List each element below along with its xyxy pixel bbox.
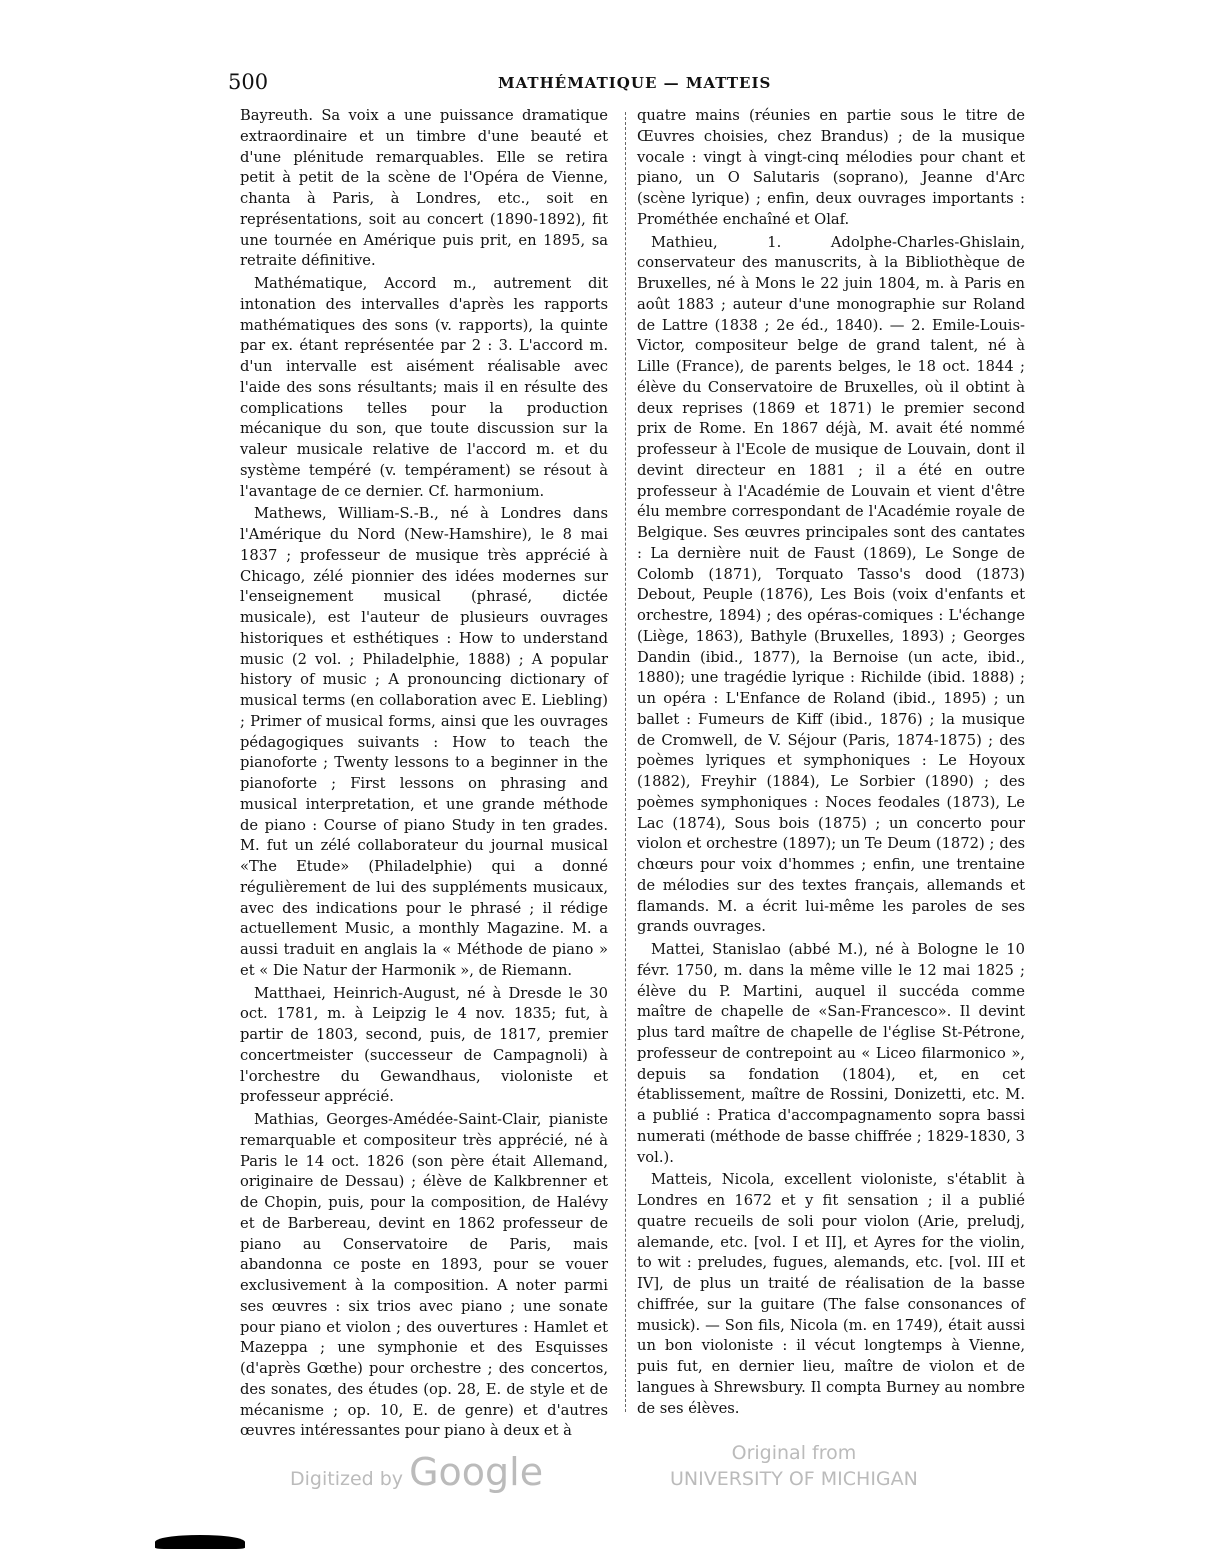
entry-mattei: Mattei, Stanislao (abbé M.), né à Bologne le 10 févr. 1750, m. dans la même ville le 12 mai 1825 ; élève du P. Martini, auquel il succéda comme maître de chapelle de «San-Francesco». Il devint plus tard maître de chapelle de l'église St-Pétrone, professeur de contrepoint au « Liceo filarmonico », depuis sa fondation (1804), et, en cet établissement, maître de Rossini, Donizetti, etc. M. a publié : Pratica d'accompagnamento sopra bassi numerati (méthode de basse chiffrée ; 1829-1830, 3 vol.). <box>637 941 1025 1166</box>
scan-blot <box>155 1535 245 1549</box>
paragraph: quatre mains (réunies en partie sous le titre de Œuvres choisies, chez Brandus) ; de la musique vocale : vingt à vingt-cinq mélodies pour chant et piano, un O Salutaris (soprano), Jeanne d'Arc (scène lyrique) ; enfin, deux ouvrages importants : Prométhée enchaîné et Olaf. <box>637 107 1025 228</box>
digitized-prefix: Digitized by <box>290 1468 404 1490</box>
right-column <box>637 106 1025 1419</box>
left-column <box>240 106 608 1442</box>
footer-watermark <box>0 1440 1207 1500</box>
page-header <box>228 70 1028 100</box>
entry-mathematique: Mathématique, Accord m., autrement dit intonation des intervalles d'après les rapports mathématiques des sons (v. rapports), la quinte par ex. étant représentée par 2 : 3. L'accord m. d'un intervalle est aisément réalisable avec l'aide des sons résultants; mais il en résulte des complications telles pour la production mécanique du son, que toute discussion sur la valeur musicale relative de l'accord m. et du système tempéré (v. tempérament) se résout à l'avantage de ce dernier. Cf. harmonium. <box>240 275 608 500</box>
original-from-text <box>670 1440 918 1492</box>
original-line1: Original from <box>731 1442 857 1464</box>
running-head: MATHÉMATIQUE — MATTEIS <box>498 74 772 92</box>
column-divider <box>625 112 626 1412</box>
entry-mathias: Mathias, Georges-Amédée-Saint-Clair, pianiste remarquable et compositeur très apprécié, né à Paris le 14 oct. 1826 (son père était Allemand, originaire de Dessau) ; élève de Kalkbrenner et de Chopin, puis, pour la composition, de Halévy et de Barbereau, devint en 1862 professeur de piano au Conservatoire de Paris, mais abandonna ce poste en 1893, pour se vouer exclusivement à la composition. A noter parmi ses œuvres : six trios avec piano ; une sonate pour piano et violon ; des ouvertures : Hamlet et Mazeppa ; une symphonie et des Esquisses (d'après Gœthe) pour orchestre ; des concertos, des sonates, des études (op. 28, E. de style et de mécanisme ; op. 10, E. de genre) et d'autres œuvres intéressantes pour piano à deux et à <box>240 1111 608 1440</box>
entry-matteis: Matteis, Nicola, excellent violoniste, s'établit à Londres en 1672 et y fit sensation ; il a publié quatre recueils de soli pour violon (Arie, preludj, alemande, etc. [vol. I et II], et Ayres for the violin, to wit : preludes, fugues, alemands, etc. [vol. III et IV], de plus un traité de réalisation de la basse chiffrée, sur la guitare (The false consonances of musick). — Son fils, Nicola (m. en 1749), était aussi un bon violoniste : il vécut longtemps à Vienne, puis fut, en dernier lieu, maître de violon et de langues à Shrewsbury. Il compta Burney au nombre de ses élèves. <box>637 1171 1025 1417</box>
page-number: 500 <box>228 70 269 94</box>
original-line2: UNIVERSITY OF MICHIGAN <box>670 1468 918 1490</box>
digitized-by-text <box>290 1450 543 1494</box>
entry-matthaei: Matthaei, Heinrich-August, né à Dresde le 30 oct. 1781, m. à Leipzig le 4 nov. 1835; fut, à partir de 1803, second, puis, de 1817, premier concertmeister (successeur de Campagnoli) à l'orchestre du Gewandhaus, violoniste et professeur apprécié. <box>240 984 608 1106</box>
entry-mathieu: Mathieu, 1. Adolphe-Charles-Ghislain, conservateur des manuscrits, à la Bibliothèque de Bruxelles, né à Mons le 22 juin 1804, m. à Paris en août 1883 ; auteur d'une monographie sur Roland de Lattre (1838 ; 2e éd., 1840). — 2. Emile-Louis-Victor, compositeur belge de grand talent, né à Lille (France), de parents belges, le 18 oct. 1844 ; élève du Conservatoire de Bruxelles, où il obtint à deux reprises (1869 et 1871) le premier second prix de Rome. En 1867 déjà, M. avait été nommé professeur à l'Ecole de musique de Louvain, dont il devint directeur en 1881 ; il a été en outre professeur à l'Académie de Louvain et vient d'être élu membre correspondant de l'Académie royale de Belgique. Ses œuvres principales sont des cantates : La dernière nuit de Faust (1869), Le Songe de Colomb (1871), Torquato Tasso's dood (1873) Debout, Peuple (1876), Les Bois (voix d'enfants et orchestre, 1894) ; des opéras-comiques : L'échange (Liège, 1863), Bathyle (Bruxelles, 1893) ; Georges Dandin (ibid., 1877), la Bernoise (un acte, ibid., 1880); une tragédie lyrique : Richilde (ibid. 1888) ; un opéra : L'Enfance de Roland (ibid., 1895) ; un ballet : Fumeurs de Kiff (ibid., 1876) ; la musique de Cromwell, de V. Séjour (Paris, 1874-1875) ; des poèmes lyriques et symphoniques : Le Hoyoux (1882), Freyhir (1884), Le Sorbier (1890) ; des poèmes symphoniques : Noces feodales (1873), Le Lac (1874), Sous bois (1875) ; un concerto pour violon et orchestre (1897); un Te Deum (1872) ; des chœurs pour voix d'hommes ; enfin, une trentaine de mélodies sur des textes français, allemands et flamands. M. a écrit lui-même les paroles de ses grands ouvrages. <box>637 233 1025 936</box>
entry-mathews: Mathews, William-S.-B., né à Londres dans l'Amérique du Nord (New-Hamshire), le 8 mai 1837 ; professeur de musique très apprécié à Chicago, zélé pionnier des idées modernes sur l'enseignement musical (phrasé, dictée musicale), est l'auteur de plusieurs ouvrages historiques et esthétiques : How to understand music (2 vol. ; Philadelphie, 1888) ; A popular history of music ; A pronouncing dictionary of musical terms (en collaboration avec E. Liebling) ; Primer of musical forms, ainsi que les ouvrages pédagogiques suivants : How to teach the pianoforte ; Twenty lessons to a beginner in the pianoforte ; First lessons on phrasing and musical interpretation, et une grande méthode de piano : Course of piano Study in ten grades. M. fut un zélé collaborateur du journal musical «The Etude» (Philadelphie) qui a donné régulièrement de lui des suppléments musicaux, avec des indications pour le phrasé ; il rédige actuellement Music, a monthly Magazine. M. a aussi traduit en anglais la « Méthode de piano » et « Die Natur der Harmonik », de Riemann. <box>240 505 608 979</box>
paragraph: Bayreuth. Sa voix a une puissance dramatique extraordinaire et un timbre d'une beauté et d'une plénitude remarquables. Elle se retira petit à petit de la scène de l'Opéra de Vienne, chanta à Paris, à Londres, etc., soit en représentations, soit au concert (1890-1892), fit une tournée en Amérique puis prit, en 1895, sa retraite définitive. <box>240 107 608 270</box>
google-logo: Google <box>409 1450 544 1494</box>
